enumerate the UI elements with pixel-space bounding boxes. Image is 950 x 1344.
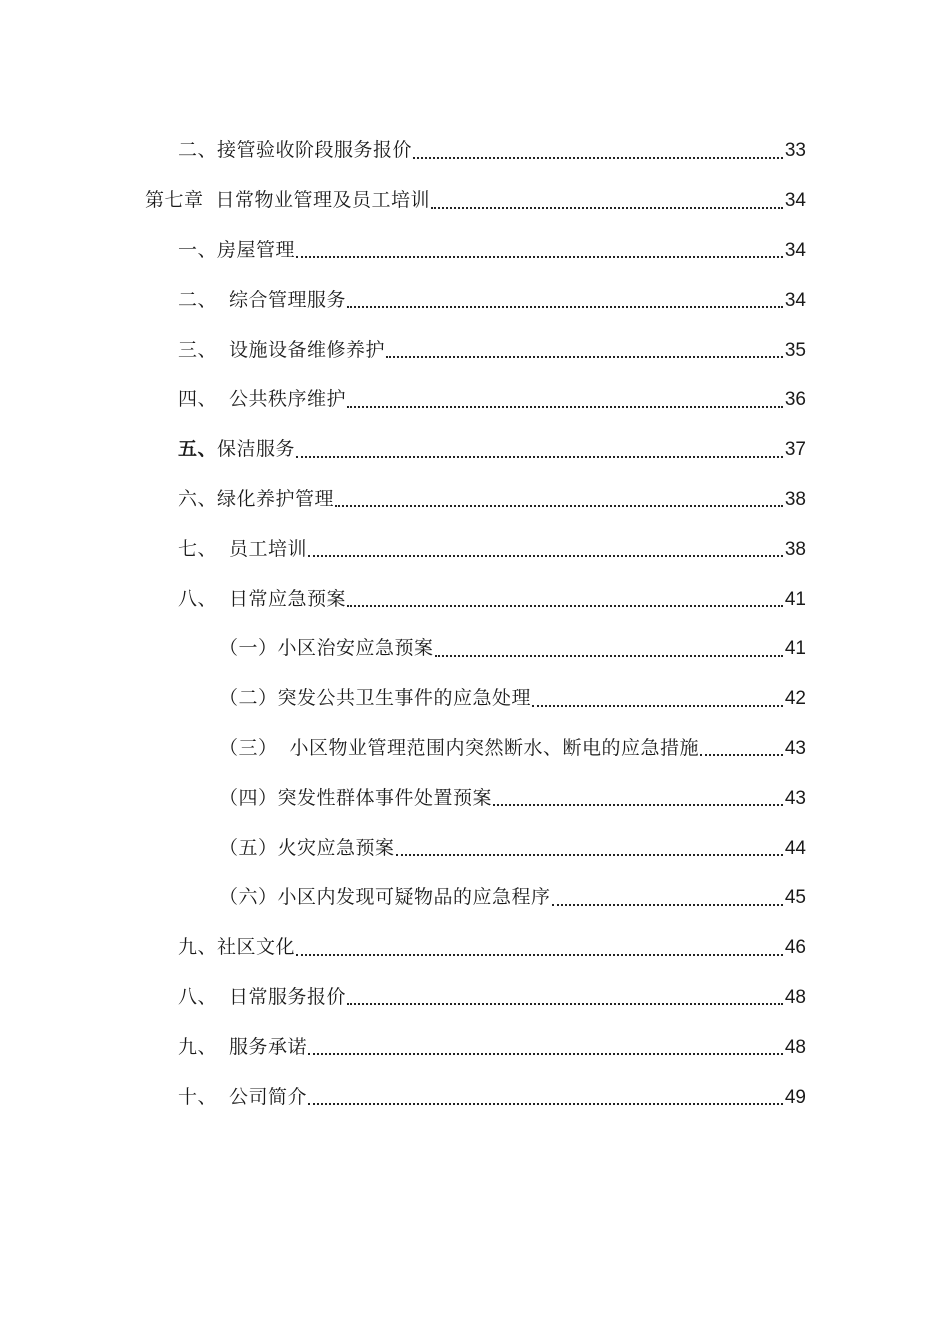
toc-entry-label: 小区内发现可疑物品的应急程序 <box>277 886 551 909</box>
toc-entry-title <box>178 288 347 311</box>
dot-leader <box>347 604 783 607</box>
toc-entry[interactable] <box>0 773 950 823</box>
toc-entry-label: 社区文化 <box>217 936 296 959</box>
toc-entry-number: 第七章 <box>145 189 204 212</box>
toc-entry-title <box>219 689 531 708</box>
toc-entry-label: 公司简介 <box>229 1085 308 1108</box>
toc-entry-number: 三、 <box>178 338 218 361</box>
toc-entry[interactable] <box>0 724 950 774</box>
dot-leader <box>552 903 783 906</box>
toc-entry-title <box>145 191 430 210</box>
toc-entry-label: 服务承诺 <box>229 1035 308 1058</box>
dot-leader <box>435 654 783 657</box>
toc-entry-label: 小区物业管理范围内突然断水、断电的应急措施 <box>289 736 700 759</box>
dot-leader <box>347 405 783 408</box>
toc-entry-label: 接管验收阶段服务报价 <box>217 139 413 162</box>
dot-leader <box>700 753 783 756</box>
toc-entry-title <box>178 938 295 957</box>
toc-entry-title <box>178 537 308 560</box>
toc-entry-label: 日常物业管理及员工培训 <box>215 189 431 212</box>
toc-page-number: 41 <box>784 588 806 610</box>
toc-entry-label: 保洁服务 <box>217 438 296 461</box>
toc-entry[interactable] <box>0 823 950 873</box>
toc-entry-label: 公共秩序维护 <box>229 388 347 411</box>
toc-entry-number: （一） <box>219 637 278 660</box>
toc-entry[interactable] <box>0 1022 950 1072</box>
toc-entry-title <box>178 985 347 1008</box>
toc-entry-number: 八、 <box>178 985 218 1008</box>
dot-leader <box>386 355 783 358</box>
toc-entry-title <box>219 888 551 907</box>
toc-page-number: 44 <box>784 837 806 859</box>
toc-entry-title <box>178 238 296 261</box>
toc-entry-label: 房屋管理 <box>217 238 296 261</box>
toc-entry-title <box>219 836 395 859</box>
toc-entry[interactable] <box>0 475 950 525</box>
toc-page-number: 41 <box>784 638 806 660</box>
toc-page-number: 33 <box>784 140 806 162</box>
toc-entry[interactable] <box>0 226 950 276</box>
toc-page-number: 46 <box>784 937 806 959</box>
toc-entry-title <box>178 440 295 459</box>
toc-entry-title <box>178 487 335 510</box>
toc-entry[interactable] <box>0 624 950 674</box>
toc-page-number: 43 <box>784 737 806 759</box>
dot-leader <box>308 1102 783 1105</box>
toc-page-number: 35 <box>784 339 806 361</box>
toc-entry-number: 八、 <box>178 587 218 610</box>
toc-entry[interactable] <box>0 425 950 475</box>
toc-entry-title <box>219 786 493 809</box>
toc-entry-number: （六） <box>219 886 278 909</box>
dot-leader <box>347 305 783 308</box>
toc-entry-number: 九、 <box>178 936 218 959</box>
toc-entry-label: 突发公共卫生事件的应急处理 <box>277 687 532 710</box>
toc-entry[interactable] <box>0 1072 950 1122</box>
toc-entry-number: 四、 <box>178 388 218 411</box>
toc-entry-number: （三） <box>219 736 278 759</box>
toc-entry-title <box>178 1035 308 1058</box>
toc-entry[interactable] <box>0 973 950 1023</box>
toc-page-number: 34 <box>784 289 806 311</box>
dot-leader <box>335 504 783 507</box>
dot-leader <box>308 554 783 557</box>
dot-leader <box>396 853 783 856</box>
toc-entry-number: 一、 <box>178 238 218 261</box>
toc-entry-label: 小区治安应急预案 <box>277 637 434 660</box>
toc-entry-label: 日常服务报价 <box>229 985 347 1008</box>
toc-entry-title <box>219 639 434 658</box>
toc-entry[interactable] <box>0 126 950 176</box>
toc-entry[interactable] <box>0 574 950 624</box>
toc-entry[interactable] <box>0 923 950 973</box>
dot-leader <box>308 1052 783 1055</box>
toc-entry-number: 二、 <box>178 288 218 311</box>
toc-entry-label: 设施设备维修养护 <box>229 338 386 361</box>
toc-page-number: 48 <box>784 986 806 1008</box>
toc-entry-label: 突发性群体事件处置预案 <box>277 786 493 809</box>
toc-entry-label: 绿化养护管理 <box>217 487 335 510</box>
toc-entry-number: 六、 <box>178 487 218 510</box>
toc-entry[interactable] <box>0 524 950 574</box>
toc-page-number: 48 <box>784 1036 806 1058</box>
toc-page-number: 43 <box>784 787 806 809</box>
toc-entry-title <box>219 736 700 759</box>
toc-entry[interactable] <box>0 176 950 226</box>
dot-leader <box>347 1002 783 1005</box>
toc-entry-number: 九、 <box>178 1035 218 1058</box>
toc-entry[interactable] <box>0 873 950 923</box>
toc-page-number: 38 <box>784 488 806 510</box>
toc-entry-title <box>178 141 412 160</box>
toc-entry[interactable] <box>0 325 950 375</box>
dot-leader <box>413 156 783 159</box>
dot-leader <box>532 704 783 707</box>
toc-entry-number: 二、 <box>178 139 218 162</box>
toc-page-number: 45 <box>784 887 806 909</box>
toc-entry-label: 综合管理服务 <box>229 288 347 311</box>
toc-page-number: 42 <box>784 688 806 710</box>
toc-entry-title <box>178 390 346 409</box>
dot-leader <box>431 206 783 209</box>
toc-entry-title <box>178 1085 308 1108</box>
toc-page-number: 34 <box>784 239 806 261</box>
toc-entry-label: 员工培训 <box>229 537 308 560</box>
toc-page-number: 37 <box>784 439 806 461</box>
toc-entry-number: 五、 <box>178 438 218 461</box>
toc-entry-label: 日常应急预案 <box>229 587 347 610</box>
toc-entry[interactable] <box>0 275 950 325</box>
toc-entry-title <box>178 587 347 610</box>
dot-leader <box>296 255 783 258</box>
dot-leader <box>493 803 783 806</box>
toc-entry-number: （二） <box>219 687 278 710</box>
toc-entry[interactable] <box>0 674 950 724</box>
toc-entry[interactable] <box>0 375 950 425</box>
toc-entry-label: 火灾应急预案 <box>277 836 395 859</box>
toc-page-number: 34 <box>784 190 806 212</box>
toc-entry-number: 十、 <box>178 1085 218 1108</box>
toc-entry-number: 七、 <box>178 537 218 560</box>
dot-leader <box>296 953 783 956</box>
toc-page-number: 38 <box>784 538 806 560</box>
dot-leader <box>296 455 783 458</box>
toc-entry-number: （五） <box>219 836 278 859</box>
toc-page-number: 36 <box>784 389 806 411</box>
toc-page-number: 49 <box>784 1086 806 1108</box>
toc-entry-title <box>178 338 386 361</box>
table-of-contents <box>0 126 950 1122</box>
toc-entry-number: （四） <box>219 786 278 809</box>
